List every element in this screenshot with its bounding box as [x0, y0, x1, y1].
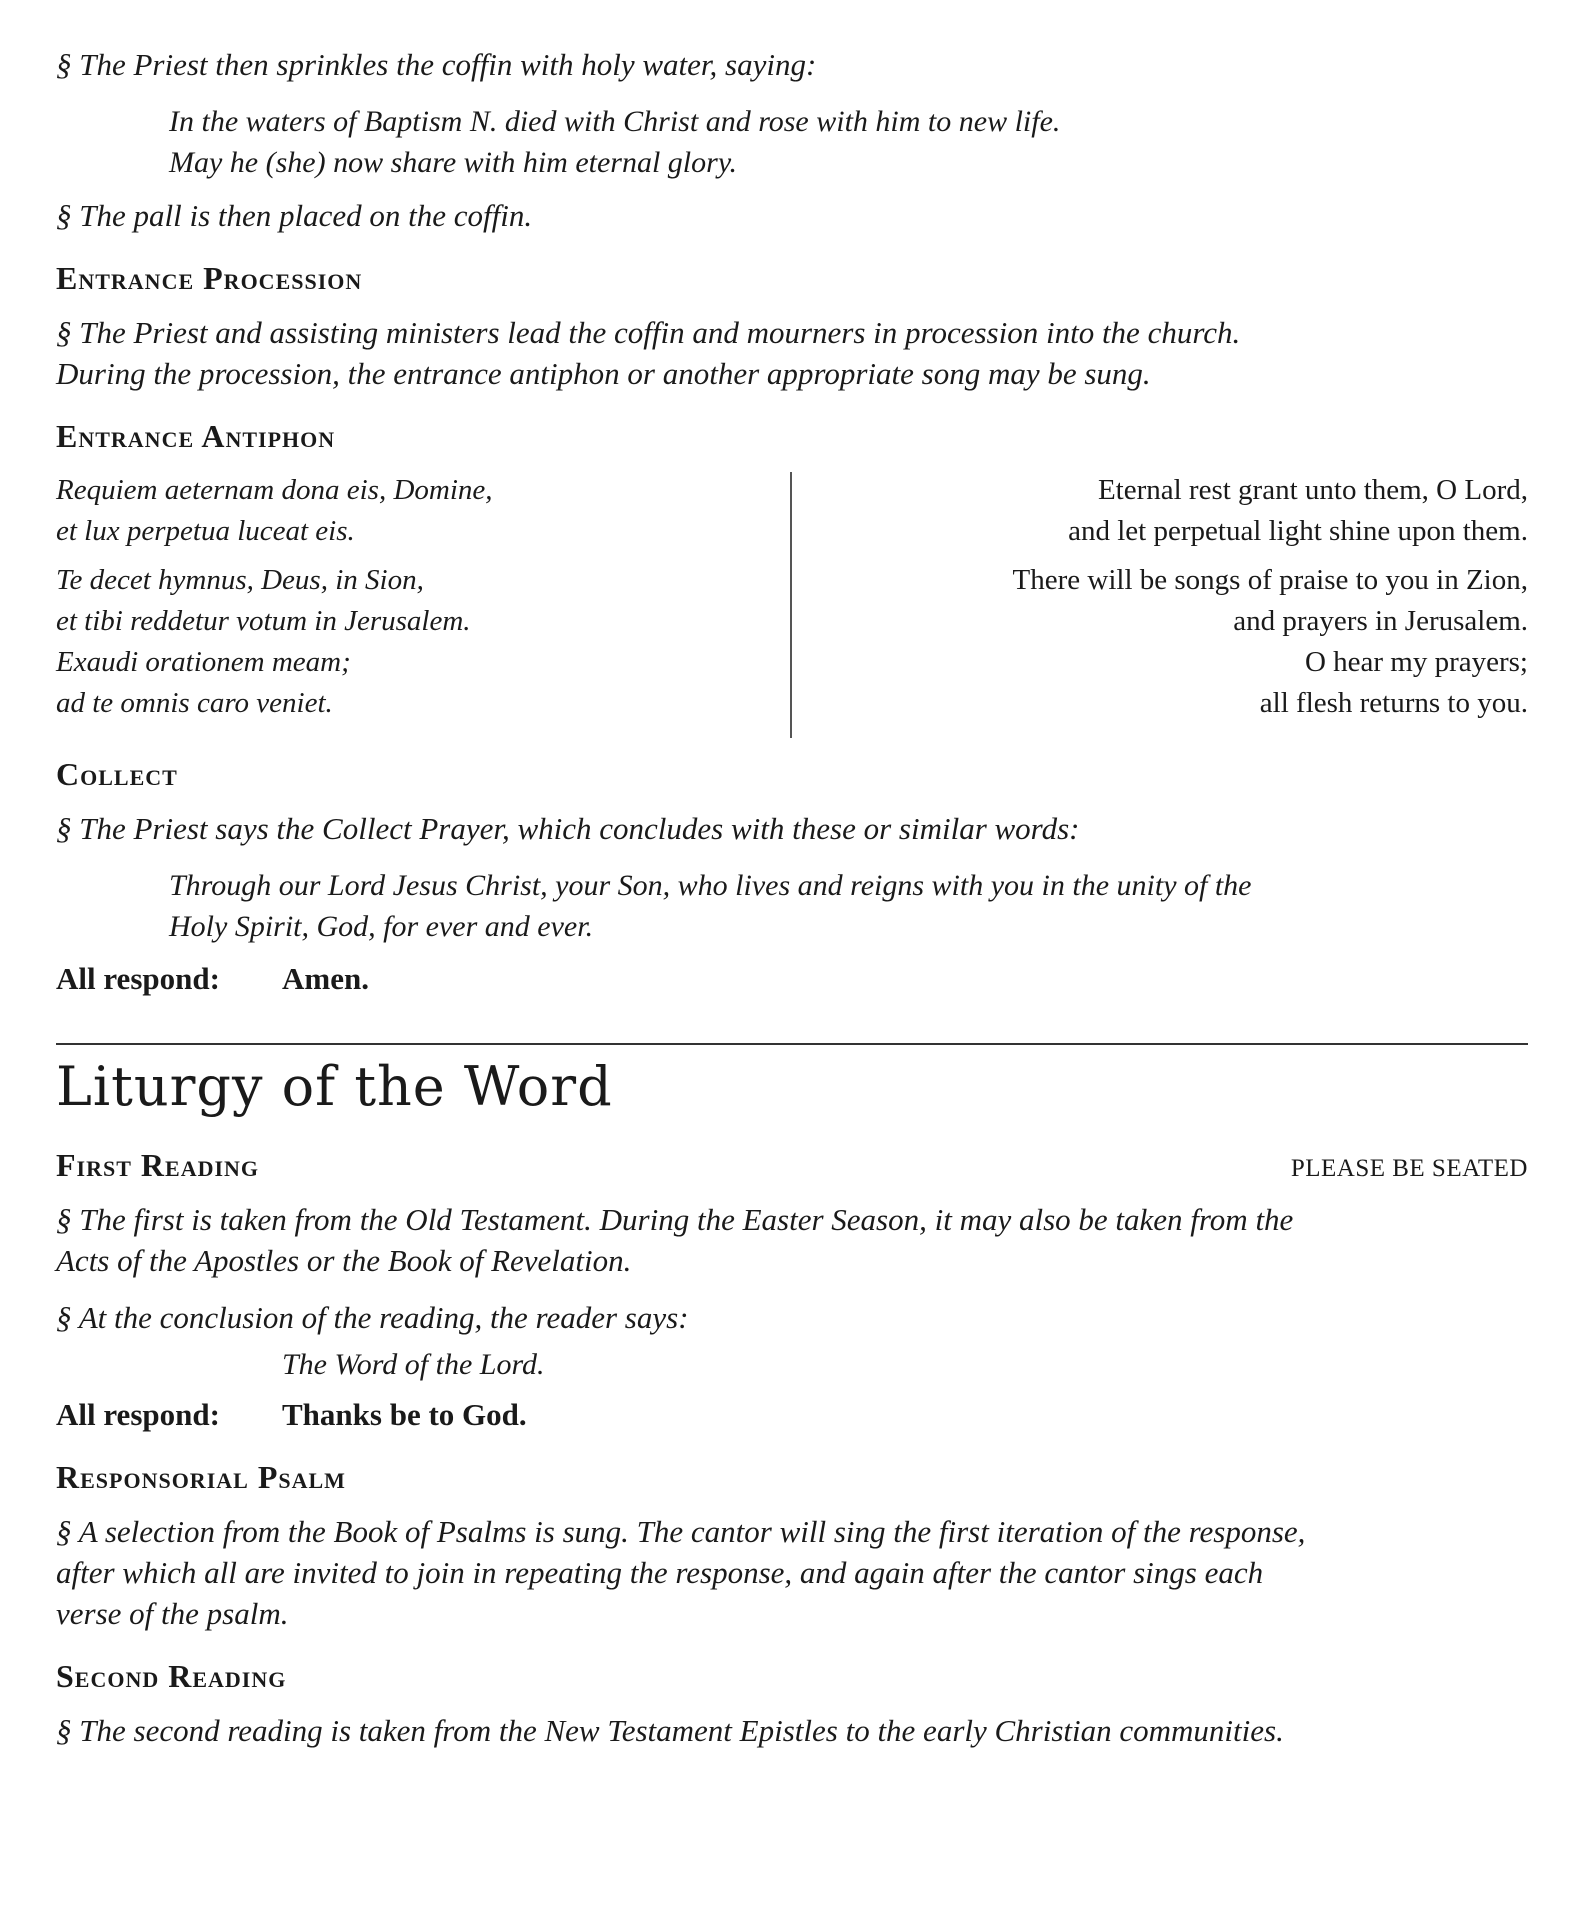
- procession-rubric: [56, 312, 1528, 394]
- english-line: and prayers in Jerusalem.: [1233, 605, 1528, 637]
- collect-prayer: [56, 865, 1528, 947]
- sprinkle-line-1: In the waters of Baptism N. died with Christ and rose with him to new life.: [169, 105, 1061, 138]
- latin-line: Te decet hymnus, Deus, in Sion,: [56, 564, 424, 596]
- psalm-rubric-line-3: verse of the psalm.: [56, 1596, 289, 1631]
- collect-line-2: Holy Spirit, God, for ever and ever.: [169, 910, 594, 943]
- antiphon-latin: [56, 470, 792, 732]
- conclusion-rubric: § At the conclusion of the reading, the reader says:: [56, 1300, 689, 1335]
- second-reading-heading: Second Reading: [56, 1658, 287, 1694]
- first-reading-rubric-line-2: Acts of the Apostles or the Book of Revelation.: [56, 1243, 632, 1278]
- sprinkle-line-2: May he (she) now share with him eternal glory.: [169, 146, 737, 179]
- english-stanza: [792, 560, 1528, 724]
- latin-stanza: [56, 470, 792, 552]
- collect-heading: Collect: [56, 756, 178, 792]
- first-reading-rubric-line-1: § The first is taken from the Old Testament. During the Easter Season, it may also be taken from the: [56, 1202, 1294, 1237]
- psalm-rubric-line-2: after which all are invited to join in repeating the response, and again after the cantor sings each: [56, 1555, 1264, 1590]
- psalm-rubric-line-1: § A selection from the Book of Psalms is sung. The cantor will sing the first iteration of the response,: [56, 1514, 1306, 1549]
- english-line: and let perpetual light shine upon them.: [1068, 515, 1528, 547]
- latin-line: et tibi reddetur votum in Jerusalem.: [56, 605, 471, 637]
- antiphon-columns: [56, 470, 1528, 732]
- latin-line: ad te omnis caro veniet.: [56, 687, 333, 719]
- collect-response: [56, 959, 1528, 999]
- first-reading-header: [56, 1145, 1528, 1185]
- antiphon-divider: [790, 472, 792, 738]
- english-line: Eternal rest grant unto them, O Lord,: [1097, 474, 1528, 506]
- first-reading-heading: First Reading: [56, 1147, 260, 1183]
- latin-line: Requiem aeternam dona eis, Domine,: [56, 474, 493, 506]
- pall-rubric: § The pall is then placed on the coffin.: [56, 198, 533, 233]
- procession-rubric-line-2: During the procession, the entrance antiphon or another appropriate song may be sung.: [56, 356, 1151, 391]
- entrance-antiphon-heading: Entrance Antiphon: [56, 418, 336, 454]
- antiphon-english: [792, 470, 1528, 732]
- latin-stanza: [56, 560, 792, 724]
- respond-text: Thanks be to God.: [282, 1397, 527, 1432]
- respond-label: All respond:: [56, 1397, 220, 1432]
- second-reading-rubric: § The second reading is taken from the New Testament Epistles to the early Christian communities.: [56, 1713, 1284, 1748]
- sprinkle-rubric: § The Priest then sprinkles the coffin with holy water, saying:: [56, 47, 817, 82]
- responsorial-psalm-heading: Responsorial Psalm: [56, 1459, 346, 1495]
- sprinkle-prayer: [56, 101, 1528, 183]
- english-line: O hear my prayers;: [1304, 646, 1528, 678]
- word-of-the-lord: The Word of the Lord.: [282, 1348, 545, 1381]
- english-line: There will be songs of praise to you in Zion,: [1012, 564, 1528, 596]
- latin-line: et lux perpetua luceat eis.: [56, 515, 355, 547]
- english-line: all flesh returns to you.: [1259, 687, 1528, 719]
- first-reading-response: [56, 1395, 1528, 1435]
- first-reading-rubric: [56, 1199, 1528, 1281]
- section-rule: [56, 1043, 1528, 1045]
- procession-rubric-line-1: § The Priest and assisting ministers lead the coffin and mourners in procession into the church.: [56, 315, 1241, 350]
- entrance-procession-heading: Entrance Procession: [56, 260, 363, 296]
- psalm-rubric: [56, 1511, 1528, 1634]
- respond-text: Amen.: [282, 961, 369, 996]
- respond-label: All respond:: [56, 961, 220, 996]
- posture-note: PLEASE BE SEATED: [1290, 1155, 1528, 1182]
- liturgy-of-the-word-title: Liturgy of the Word: [56, 1055, 613, 1118]
- latin-line: Exaudi orationem meam;: [56, 646, 351, 678]
- collect-rubric: § The Priest says the Collect Prayer, which concludes with these or similar words:: [56, 811, 1080, 846]
- collect-line-1: Through our Lord Jesus Christ, your Son, who lives and reigns with you in the unity of the: [169, 869, 1252, 902]
- document-page: [56, 44, 1528, 1767]
- english-stanza: [792, 470, 1528, 552]
